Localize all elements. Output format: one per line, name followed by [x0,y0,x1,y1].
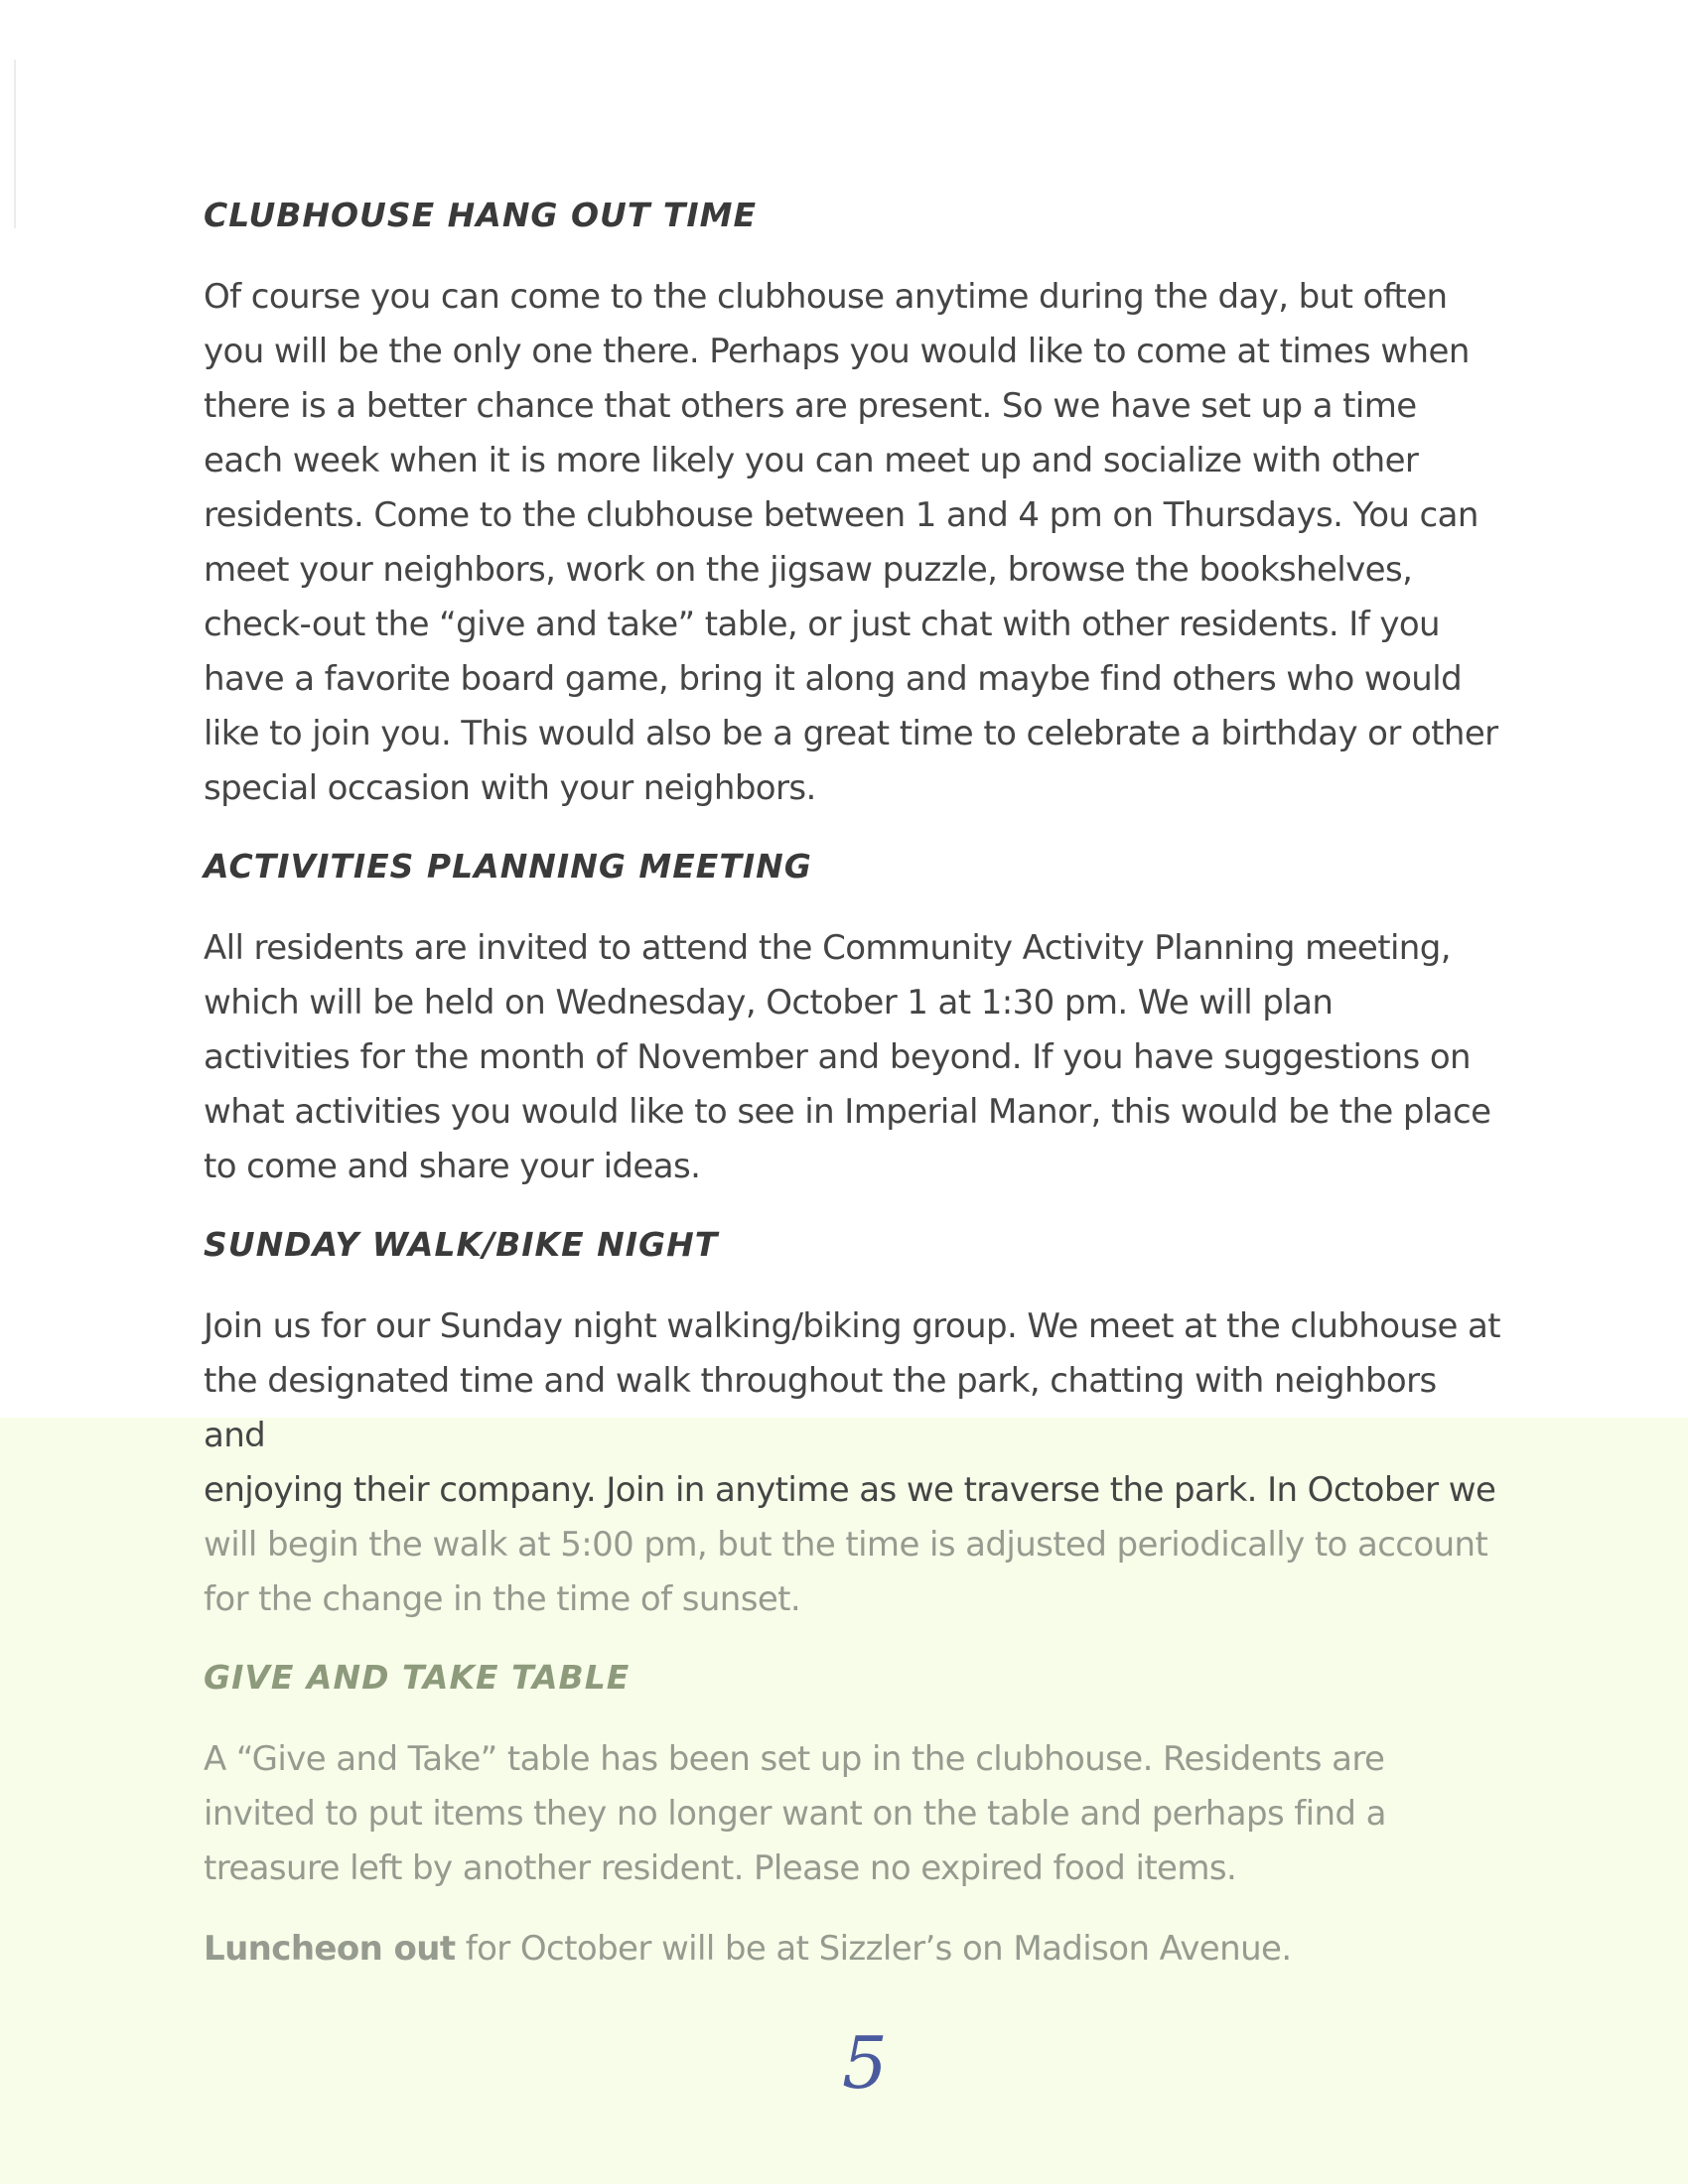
section-body [204,270,1504,816]
section-activities-planning [204,842,1504,1194]
text-line: A “Give and Take” table has been set up in the clubhouse. Residents are [204,1739,1385,1779]
luncheon-detail: for October will be at Sizzler’s on Madison Avenue. [455,1929,1292,1969]
section-heading: GIVE AND TAKE TABLE [204,1658,631,1697]
luncheon-label: Luncheon out [204,1929,456,1969]
text-line: check-out the “give and take” table, or just chat with other residents. If you [204,605,1440,644]
text-line: for the change in the time of sunset. [204,1579,801,1619]
luncheon-text [204,1922,1504,1977]
luncheon-note [204,1922,1504,1977]
text-line: meet your neighbors, work on the jigsaw puzzle, browse the bookshelves, [204,550,1413,590]
section-heading: SUNDAY WALK/BIKE NIGHT [204,1225,719,1264]
text-line: like to join you. This would also be a great time to celebrate a birthday or other [204,714,1498,753]
text-line: you will be the only one there. Perhaps you would like to come at times when [204,332,1470,371]
section-give-and-take [204,1653,1504,1896]
text-line: Of course you can come to the clubhouse anytime during the day, but often [204,277,1448,317]
section-sunday-walk [204,1220,1504,1627]
section-heading: ACTIVITIES PLANNING MEETING [204,847,812,886]
text-line: activities for the month of November and beyond. If you have suggestions on [204,1037,1471,1077]
section-clubhouse-hang-out [204,191,1504,816]
text-line: Join us for our Sunday night walking/biking group. We meet at the clubhouse at [204,1306,1500,1346]
newsletter-page [204,191,1504,2002]
text-line: what activities you would like to see in Imperial Manor, this would be the place [204,1092,1491,1132]
text-line: to come and share your ideas. [204,1147,701,1186]
text-line: treasure left by another resident. Please no expired food items. [204,1848,1237,1888]
text-line: there is a better chance that others are present. So we have set up a time [204,386,1417,426]
section-heading: CLUBHOUSE HANG OUT TIME [204,196,758,234]
text-line: the designated time and walk throughout the park, chatting with neighbors and [204,1361,1437,1455]
section-body [204,921,1504,1194]
section-body [204,1299,1504,1627]
text-line: will begin the walk at 5:00 pm, but the time is adjusted periodically to account [204,1525,1488,1565]
page-number: 5 [842,2021,888,2105]
scan-edge-mark [14,60,16,228]
text-line: All residents are invited to attend the Community Activity Planning meeting, [204,928,1451,968]
text-line: residents. Come to the clubhouse between 1 and 4 pm on Thursdays. You can [204,495,1478,535]
text-line: invited to put items they no longer want on the table and perhaps find a [204,1794,1386,1834]
text-line: each week when it is more likely you can meet up and socialize with other [204,441,1419,480]
text-line: special occasion with your neighbors. [204,768,816,808]
section-body [204,1732,1504,1896]
text-line: enjoying their company. Join in anytime as we traverse the park. In October we [204,1470,1496,1510]
text-line: which will be held on Wednesday, October 1 at 1:30 pm. We will plan [204,983,1334,1023]
text-line: have a favorite board game, bring it along and maybe find others who would [204,659,1463,699]
